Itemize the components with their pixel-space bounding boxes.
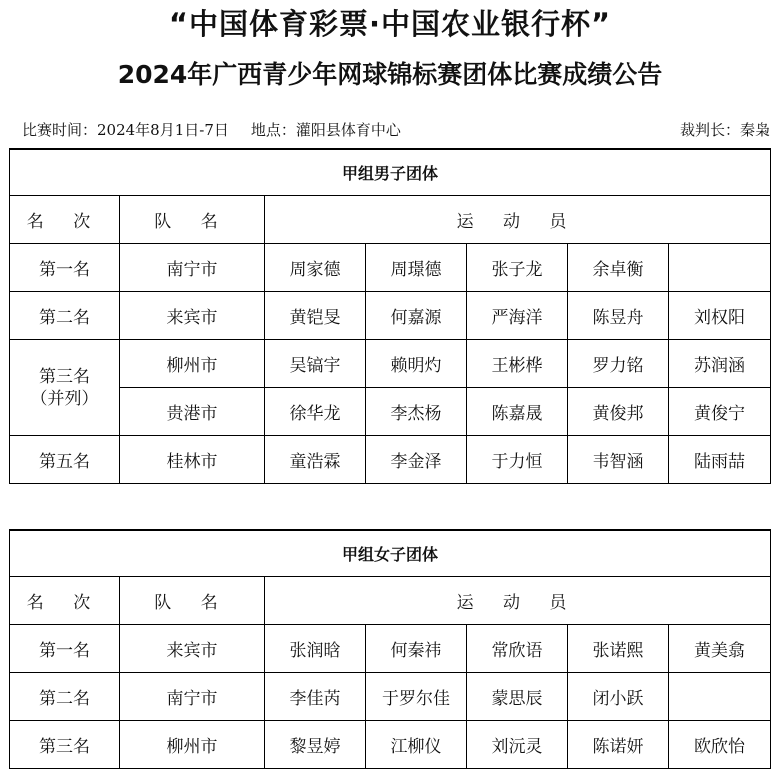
boys-column-header-row: [10, 196, 771, 244]
table-row: [10, 340, 771, 388]
boys-table-heading: 甲组男子团体: [10, 149, 771, 196]
player-cell: 陈诺妍: [568, 721, 669, 769]
title-line-1: “中国体育彩票·中国农业银行杯”: [168, 7, 612, 41]
player-cell: 江柳仪: [366, 721, 467, 769]
player-cell: 何秦祎: [366, 625, 467, 673]
rank-cell: 第五名: [10, 436, 120, 484]
player-cell: 李杰杨: [366, 388, 467, 436]
team-cell: 桂林市: [120, 436, 265, 484]
team-cell: 南宁市: [120, 244, 265, 292]
girls-column-header-row: [10, 577, 771, 625]
player-cell: 李佳芮: [265, 673, 366, 721]
girls-heading-row: [10, 530, 771, 577]
rank-label: 第三名: [39, 366, 90, 387]
player-cell: 闭小跃: [568, 673, 669, 721]
player-cell: 黄俊宁: [669, 388, 771, 436]
team-cell: 南宁市: [120, 673, 265, 721]
team-header: 队 名: [120, 577, 265, 625]
player-cell: 张诺熙: [568, 625, 669, 673]
boys-heading-row: [10, 149, 771, 196]
player-cell: 陈昱舟: [568, 292, 669, 340]
table-row: [10, 436, 771, 484]
player-cell: 罗力铭: [568, 340, 669, 388]
player-cell: 苏润涵: [669, 340, 771, 388]
table-row: [10, 625, 771, 673]
player-cell: 周璟德: [366, 244, 467, 292]
player-cell: 吴镐宇: [265, 340, 366, 388]
player-cell: 常欣语: [467, 625, 568, 673]
rank-cell: 第二名: [10, 292, 120, 340]
player-cell: [669, 244, 771, 292]
rank-cell-tied: [10, 340, 120, 436]
player-cell: 韦智涵: [568, 436, 669, 484]
info-left: [22, 119, 401, 141]
player-cell: 刘权阳: [669, 292, 771, 340]
player-cell: 陈嘉晟: [467, 388, 568, 436]
team-cell: 来宾市: [120, 625, 265, 673]
player-cell: 欧欣怡: [669, 721, 771, 769]
player-cell: 黄铠旻: [265, 292, 366, 340]
team-cell: 贵港市: [120, 388, 265, 436]
player-cell: 何嘉源: [366, 292, 467, 340]
competition-location: 地点：灌阳县体育中心: [250, 121, 401, 139]
rank-cell: 第一名: [10, 625, 120, 673]
player-cell: 严海洋: [467, 292, 568, 340]
player-cell: 周家德: [265, 244, 366, 292]
player-cell: 蒙思辰: [467, 673, 568, 721]
player-cell: 徐华龙: [265, 388, 366, 436]
rank-cell: 第一名: [10, 244, 120, 292]
info-bar: [22, 119, 770, 141]
table-row: [10, 673, 771, 721]
player-cell: 童浩霖: [265, 436, 366, 484]
chief-referee: 裁判长：秦枭: [679, 121, 770, 139]
rank-cell: 第三名: [10, 721, 120, 769]
girls-table-heading: 甲组女子团体: [10, 530, 771, 577]
table-row: [10, 388, 771, 436]
player-cell: 陆雨喆: [669, 436, 771, 484]
team-header: 队 名: [120, 196, 265, 244]
team-cell: 来宾市: [120, 292, 265, 340]
player-cell: 于罗尔佳: [366, 673, 467, 721]
player-cell: 黄美翕: [669, 625, 771, 673]
player-cell: [669, 673, 771, 721]
player-cell: 张子龙: [467, 244, 568, 292]
player-cell: 黄俊邦: [568, 388, 669, 436]
table-row: [10, 721, 771, 769]
players-header: 运 动 员: [265, 196, 771, 244]
boys-team-table: [9, 148, 771, 484]
tied-label: （并列）: [30, 388, 99, 409]
player-cell: 余卓衡: [568, 244, 669, 292]
team-cell: 柳州市: [120, 340, 265, 388]
title-line-2: 2024年广西青少年网球锦标赛团体比赛成绩公告: [117, 60, 663, 89]
table-row: [10, 244, 771, 292]
player-cell: 于力恒: [467, 436, 568, 484]
player-cell: 张润晗: [265, 625, 366, 673]
competition-time: 比赛时间：2024年8月1日-7日: [22, 121, 229, 139]
rank-cell: 第二名: [10, 673, 120, 721]
player-cell: 李金泽: [366, 436, 467, 484]
player-cell: 黎昱婷: [265, 721, 366, 769]
girls-team-table: [9, 529, 771, 769]
player-cell: 赖明灼: [366, 340, 467, 388]
player-cell: 王彬桦: [467, 340, 568, 388]
rank-header: 名 次: [10, 577, 120, 625]
table-row: [10, 292, 771, 340]
rank-header: 名 次: [10, 196, 120, 244]
players-header: 运 动 员: [265, 577, 771, 625]
team-cell: 柳州市: [120, 721, 265, 769]
player-cell: 刘沅灵: [467, 721, 568, 769]
